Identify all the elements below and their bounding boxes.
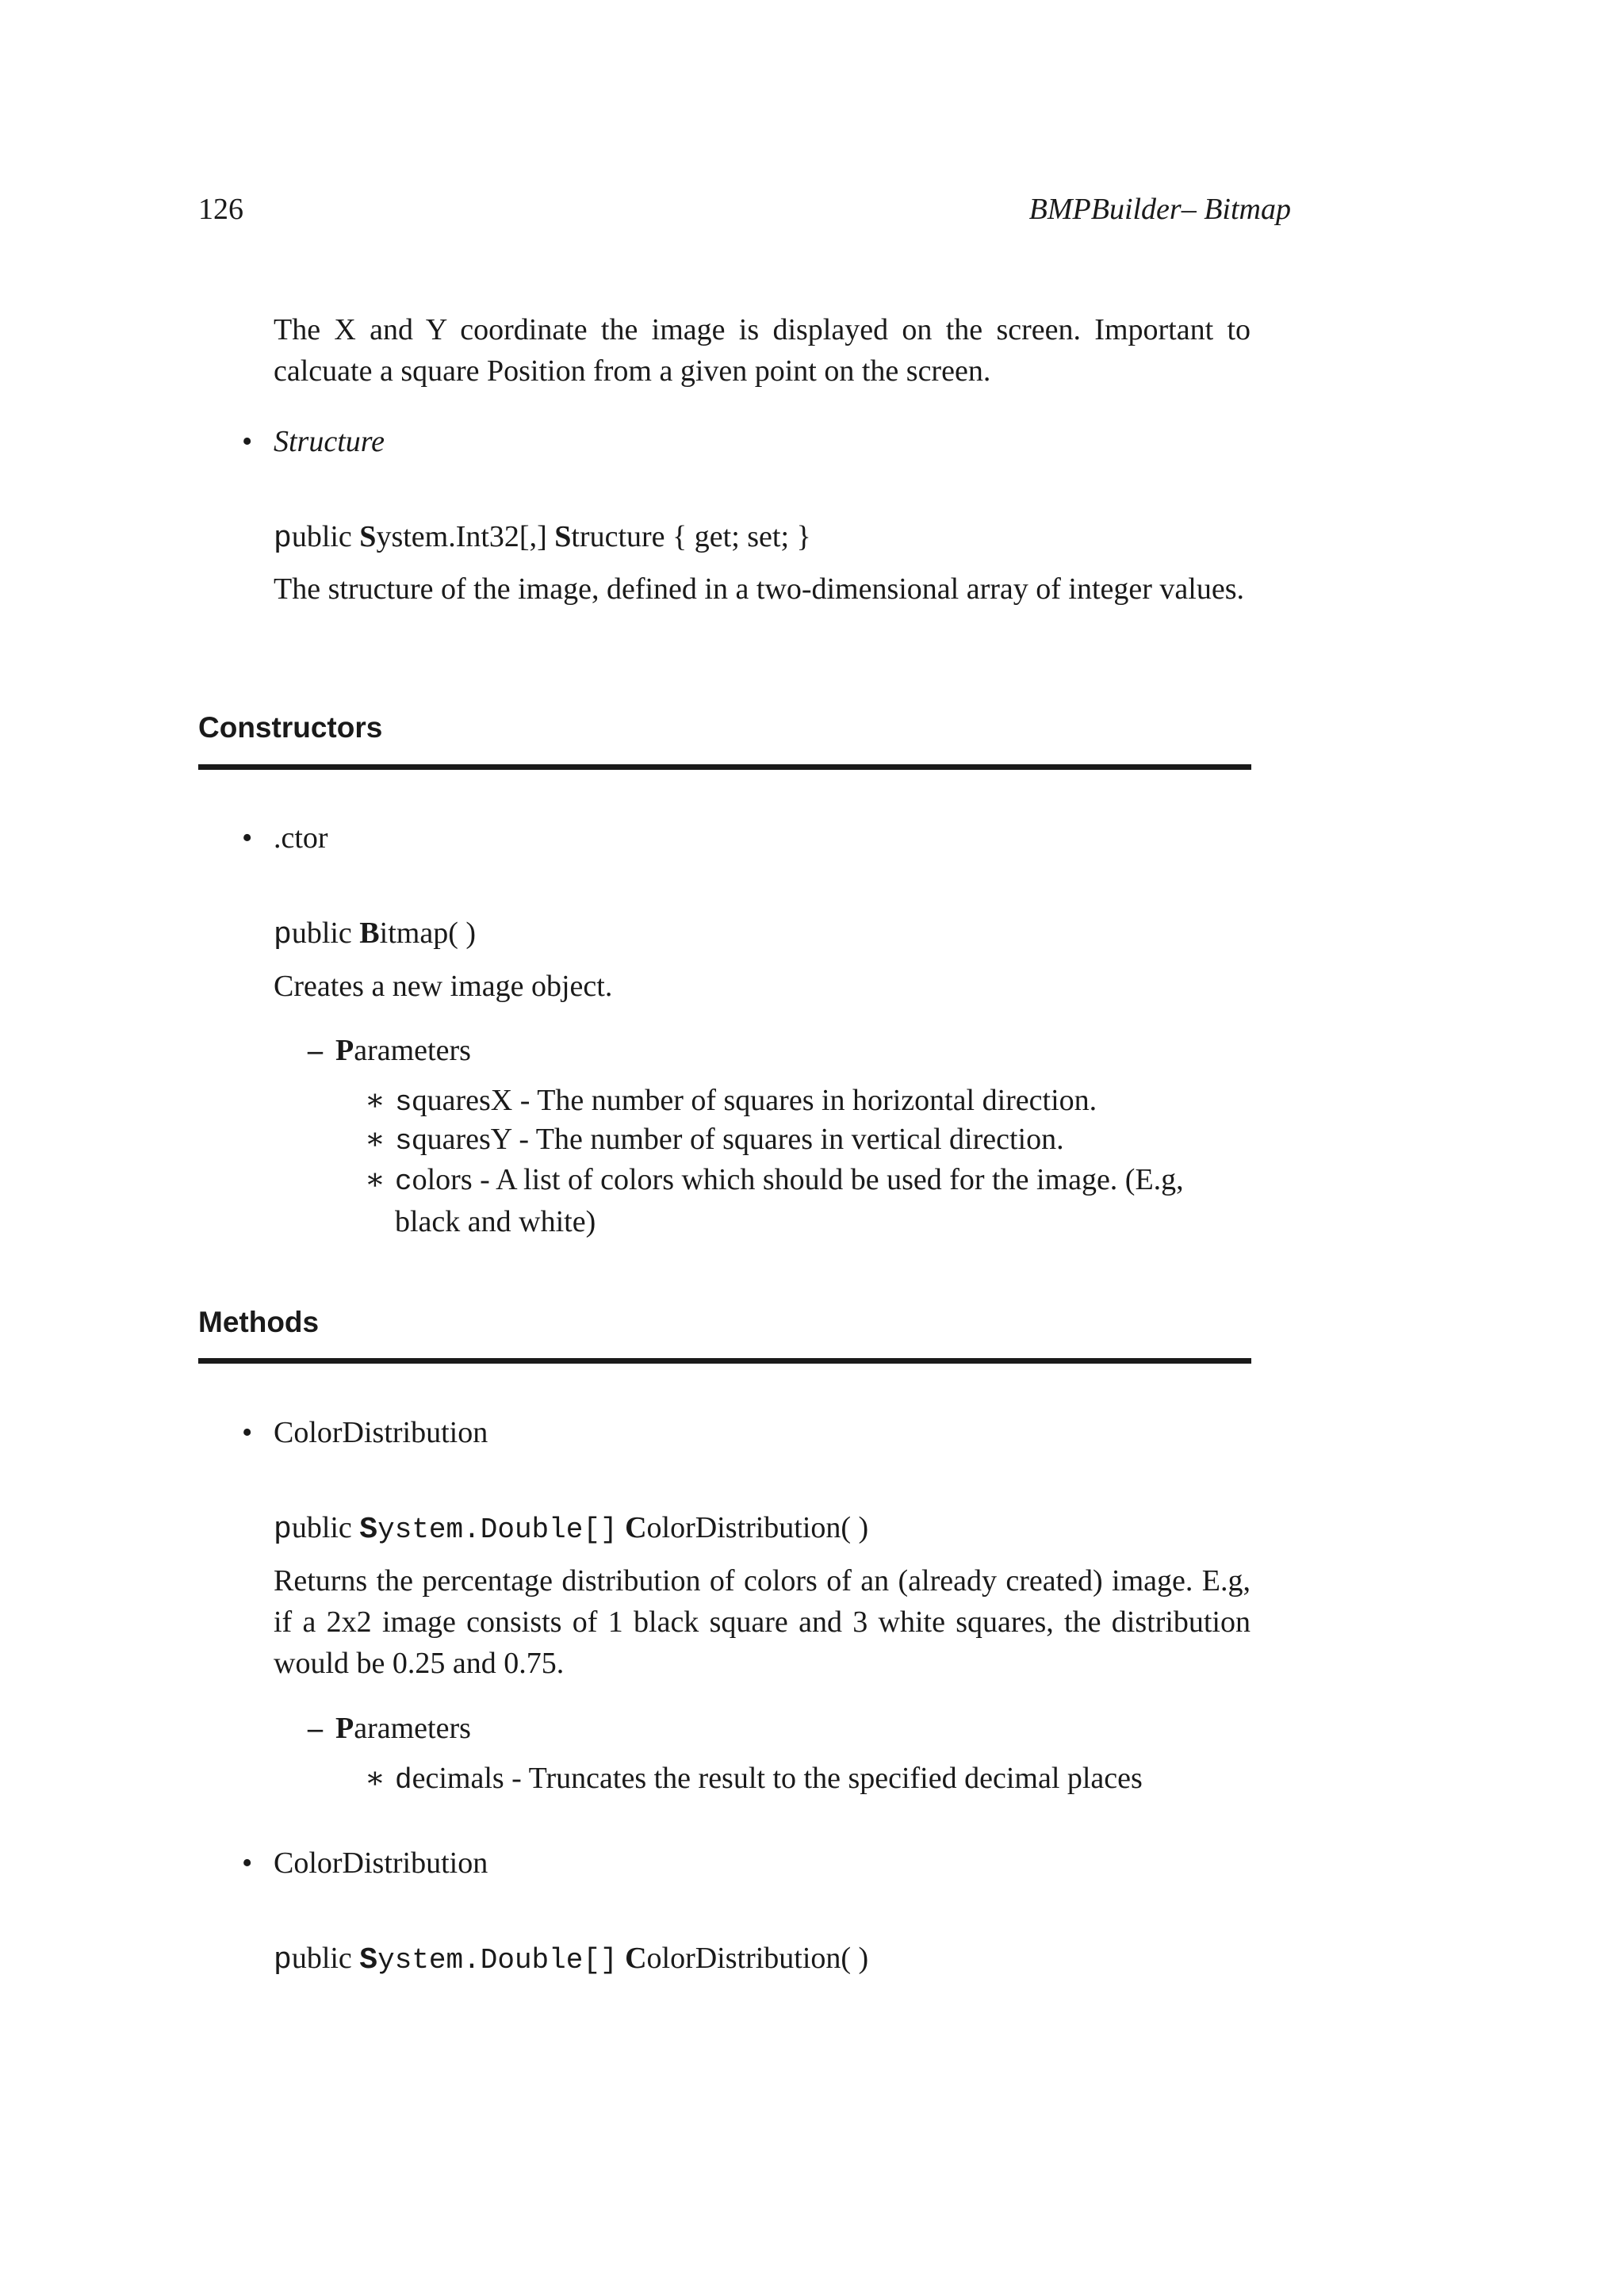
constructors-heading: Constructors — [198, 711, 383, 744]
modifier-first: p — [274, 1943, 292, 1977]
name-first: C — [625, 1942, 647, 1975]
method-signature — [274, 1941, 868, 1977]
ctor-parameters-label: – Parameters — [308, 1034, 471, 1067]
name-rest: olorDistribution( ) — [646, 1511, 869, 1544]
type-first: S — [359, 520, 377, 553]
modifier-first: p — [274, 918, 292, 952]
bullet-icon: • — [242, 821, 253, 855]
method-bullet-item — [242, 1846, 488, 1881]
list-item: ∗ decimals - Truncates the result to the specified decimal places — [365, 1762, 1143, 1797]
running-title: BMPBuilder– Bitmap — [1028, 193, 1291, 226]
method-parameter-list — [365, 1760, 1251, 1799]
type-first: S — [359, 1513, 378, 1547]
method-parameters-label: – Parameters — [308, 1712, 471, 1745]
type-rest: ystem.Int32[,] — [376, 520, 547, 553]
bullet-icon: • — [242, 1416, 253, 1449]
type-first: S — [359, 1943, 378, 1977]
method-name: ColorDistribution — [274, 1846, 488, 1880]
type-rest: ystem.Double[] — [377, 1513, 618, 1546]
name-rest: olorDistribution( ) — [646, 1942, 869, 1975]
name-rest: tructure — [571, 520, 665, 553]
list-item: ∗ squaresY - The number of squares in vertical direction. — [365, 1123, 1064, 1158]
list-item: ∗ squaresX - The number of squares in horizontal direction. — [365, 1084, 1097, 1119]
constructors-rule — [198, 764, 1251, 770]
asterisk-icon: ∗ — [365, 1084, 385, 1117]
dash-icon: – — [308, 1034, 323, 1067]
type-rest: ystem.Double[] — [377, 1944, 618, 1976]
accessors: { get; set; } — [672, 520, 811, 553]
modifier-rest: ublic — [291, 916, 352, 950]
name-first: B — [359, 916, 380, 950]
methods-rule — [198, 1358, 1251, 1364]
modifier-rest: ublic — [291, 1511, 352, 1544]
bullet-icon: • — [242, 425, 253, 458]
methods-heading: Methods — [198, 1306, 320, 1338]
ctor-signature — [274, 916, 476, 952]
bullet-icon: • — [242, 1846, 253, 1880]
method-name: ColorDistribution — [274, 1416, 488, 1449]
method-bullet-item — [242, 1415, 488, 1450]
ctor-description: Creates a new image object. — [274, 970, 613, 1003]
method-signature — [274, 1510, 868, 1547]
name-first: C — [625, 1511, 647, 1544]
asterisk-icon: ∗ — [365, 1762, 385, 1795]
asterisk-icon: ∗ — [365, 1123, 385, 1156]
modifier-rest: ublic — [291, 1942, 352, 1975]
page-number: 126 — [198, 193, 243, 226]
intro-paragraph: The X and Y coordinate the image is displayed on the screen. Important to calcuate a square Position from a given point on the screen. — [274, 313, 1251, 388]
asterisk-icon: ∗ — [365, 1163, 385, 1196]
modifier-first: p — [274, 1513, 292, 1547]
ctor-bullet-item — [242, 821, 328, 855]
dash-icon: – — [308, 1712, 323, 1745]
modifier-first: p — [274, 522, 292, 556]
structure-description: The structure of the image, defined in a two-dimensional array of integer values. — [274, 572, 1244, 606]
ctor-parameter-list — [365, 1082, 1251, 1242]
name-first: S — [554, 520, 572, 553]
list-item: ∗ colors - A list of colors which should be used for the image. (E.g, black and white) — [365, 1160, 1251, 1242]
method-description: Returns the percentage distribution of colors of an (already created) image. E.g, if a 2x2 image consists of 1 black square and 3 white squares, the distribution would be 0.25 and 0.75. — [274, 1564, 1251, 1680]
modifier-rest: ublic — [291, 520, 352, 553]
structure-name: Structure — [274, 425, 385, 458]
structure-bullet-item — [242, 424, 385, 459]
structure-signature — [274, 519, 811, 556]
ctor-name: .ctor — [274, 821, 328, 855]
name-rest: itmap( ) — [379, 916, 477, 950]
